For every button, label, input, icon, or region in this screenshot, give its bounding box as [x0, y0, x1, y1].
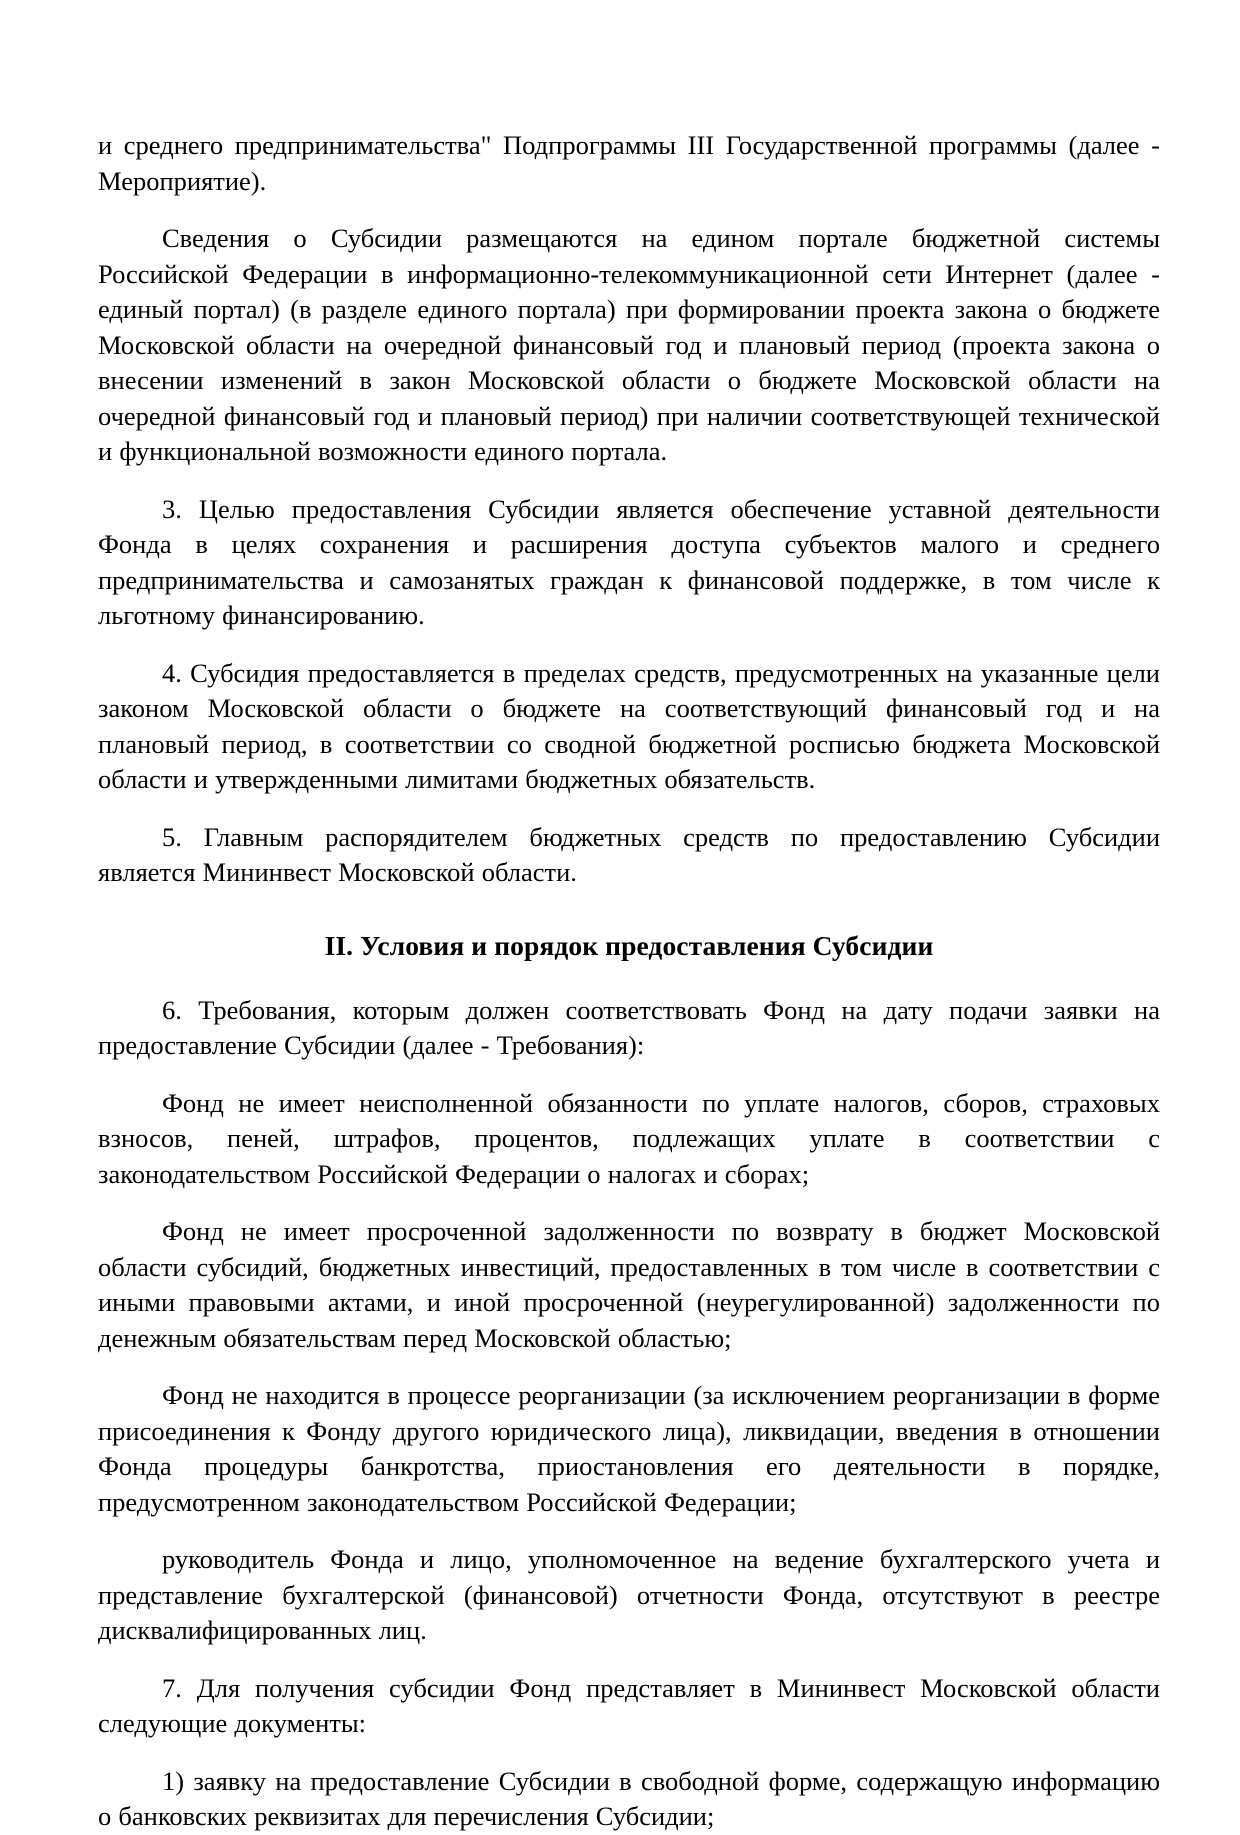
paragraph-item-7: 7. Для получения субсидии Фонд представляет в Мининвест Московской области следующие документы: — [98, 1672, 1160, 1738]
paragraph-item-5: 5. Главным распорядителем бюджетных средств по предоставлению Субсидии является Мининвест Московской области. — [98, 821, 1160, 887]
document-body — [98, 128, 1160, 1835]
paragraph-requirement-disqualified-persons: руководитель Фонда и лицо, уполномоченное на ведение бухгалтерского учета и представление бухгалтерской (финансовой) отчетности Фонда, отсутствуют в реестре дисквалифицированных лиц. — [98, 1544, 1160, 1645]
paragraph-requirement-overdue-debt: Фонд не имеет просроченной задолженности по возврату в бюджет Московской области субсидий, бюджетных инвестиций, предоставленных в том числе в соответствии с иными правовыми актами, и иной просроченной (неурегулированной) задолженности по денежным обязательствам перед Московской областью; — [98, 1216, 1160, 1353]
section-heading-ii: II. Условия и порядок предоставления Субсидии — [324, 929, 934, 961]
paragraph-item-6: 6. Требования, которым должен соответствовать Фонд на дату подачи заявки на предоставление Субсидии (далее - Требования): — [98, 994, 1160, 1060]
paragraph-requirement-reorganization: Фонд не находится в процессе реорганизации (за исключением реорганизации в форме присоединения к Фонду другого юридического лица), ликвидации, введения в отношении Фонда процедуры банкротства, приостановления его деятельности в порядке, предусмотренном законодательством Российской Федерации; — [98, 1380, 1160, 1517]
paragraph-item-7-subitem-1: 1) заявку на предоставление Субсидии в свободной форме, содержащую информацию о банковских реквизитах для перечисления Субсидии; — [98, 1765, 1160, 1831]
paragraph-item-3: 3. Целью предоставления Субсидии является обеспечение уставной деятельности Фонда в целях сохранения и расширения доступа субъектов малого и среднего предпринимательства и самозанятых граждан к финансовой поддержке, в том числе к льготному финансированию. — [98, 493, 1160, 630]
paragraph-subsidy-information: Сведения о Субсидии размещаются на едином портале бюджетной системы Российской Федерации в информационно-телекоммуникационной сети Интернет (далее - единый портал) (в разделе единого портала) при формировании проекта закона о бюджете Московской области на очередной финансовый год и плановый период (проекта закона о внесении изменений в закон Московской области о бюджете Московской области на очередной финансовый год и плановый период) при наличии соответствующей технической и функциональной возможности единого портала. — [98, 223, 1160, 466]
paragraph-item-4: 4. Субсидия предоставляется в пределах средств, предусмотренных на указанные цели законом Московской области о бюджете на соответствующий финансовый год и на плановый период, в соответствии со сводной бюджетной росписью бюджета Московской области и утвержденными лимитами бюджетных обязательств. — [98, 657, 1160, 794]
paragraph-continuation: и среднего предпринимательства" Подпрограммы III Государственной программы (далее - Мероприятие). — [98, 130, 1160, 196]
paragraph-requirement-taxes: Фонд не имеет неисполненной обязанности по уплате налогов, сборов, страховых взносов, пеней, штрафов, процентов, подлежащих уплате в соответствии с законодательством Российской Федерации о налогах и сборах; — [98, 1087, 1160, 1189]
